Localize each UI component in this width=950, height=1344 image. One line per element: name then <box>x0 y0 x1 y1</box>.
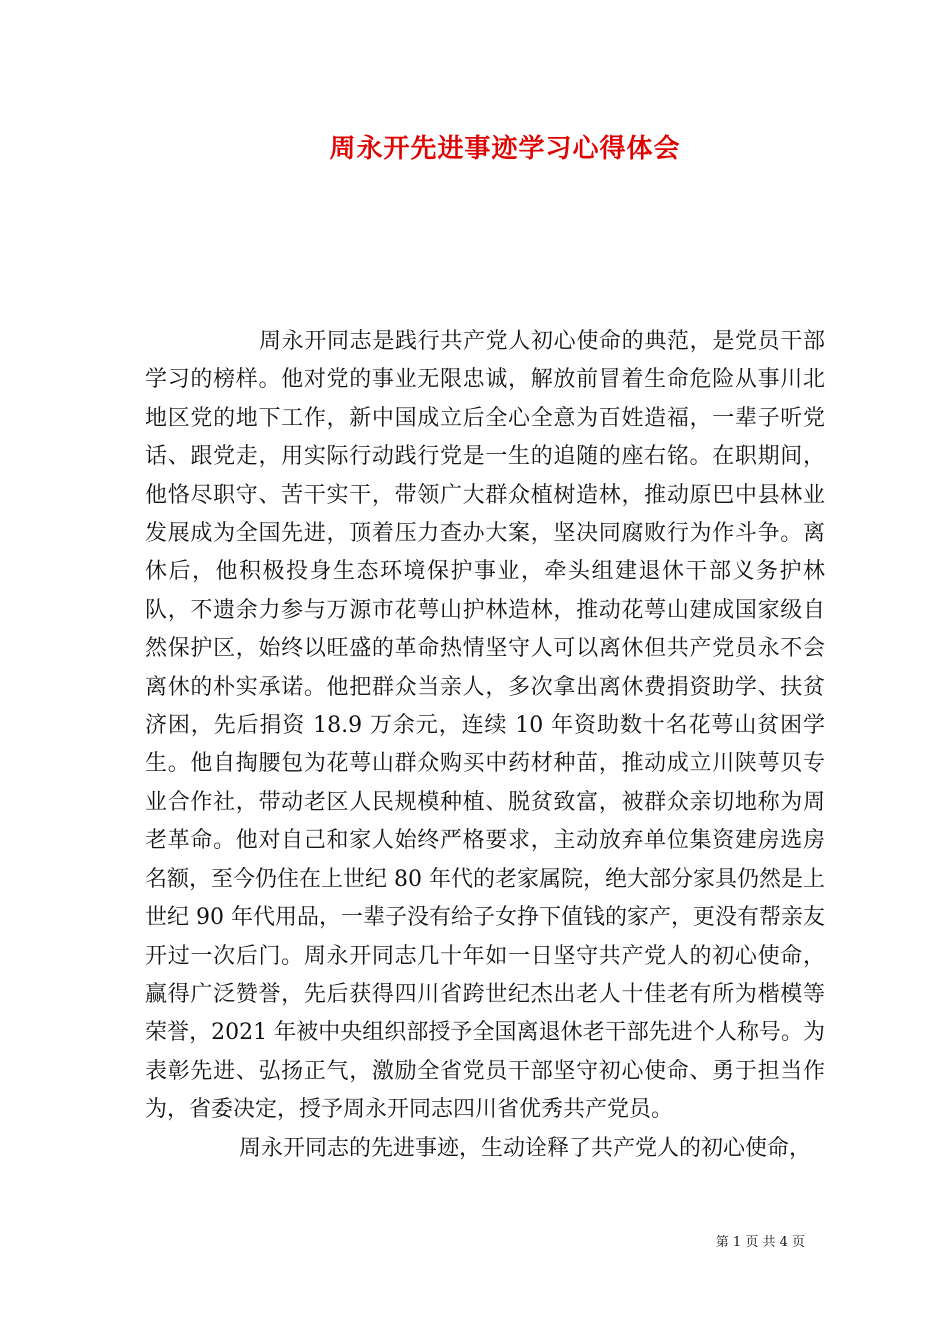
paragraph-2: 周永开同志的先进事迹，生动诠释了共产党人的初心使命， <box>239 1135 812 1161</box>
document-body <box>145 323 825 1168</box>
paragraph-1: 周永开同志是践行共产党人初心使命的典范，是党员干部学习的榜样。他对党的事业无限忠诚，解放前冒着生命危险从事川北地区党的地下工作，新中国成立后全心全意为百姓造福，一辈子听党话、跟党走，用实际行动践行党是一生的追随的座右铭。在职期间，他恪尽职守、苦干实干，带领广大群众植树造林，推动原巴中县林业发展成为全国先进，顶着压力查办大案，坚决同腐败行为作斗争。离休后，他积极投身生态环境保护事业，牵头组建退休干部义务护林队，不遗余力参与万源市花萼山护林造林，推动花萼山建成国家级自然保护区，始终以旺盛的革命热情坚守人可以离休但共产党员永不会离休的朴实承诺。他把群众当亲人，多次拿出离休费捐资助学、扶贫济困，先后捐资 18.9 万余元，连续 10 年资助数十名花萼山贫困学生。他自掏腰包为花萼山群众购买中药材种苗，推动成立川陕萼贝专业合作社，带动老区人民规模种植、脱贫致富，被群众亲切地称为周老革命。他对自己和家人始终严格要求，主动放弃单位集资建房选房名额，至今仍住在上世纪 80 年代的老家属院，绝大部分家具仍然是上世纪 90 年代用品，一辈子没有给子女挣下值钱的家产，更没有帮亲友开过一次后门。周永开同志几十年如一日坚守共产党人的初心使命，赢得广泛赞誉，先后获得四川省跨世纪杰出老人十佳老有所为楷模等荣誉，2021 年被中央组织部授予全国离退休老干部先进个人称号。为表彰先进、弘扬正气，激励全省党员干部坚守初心使命、勇于担当作为，省委决定，授予周永开同志四川省优秀共产党员。 <box>145 329 825 1123</box>
page-number-footer: 第 1 页 共 4 页 <box>715 1235 805 1250</box>
document-title: 周永开先进事迹学习心得体会 <box>329 134 681 164</box>
